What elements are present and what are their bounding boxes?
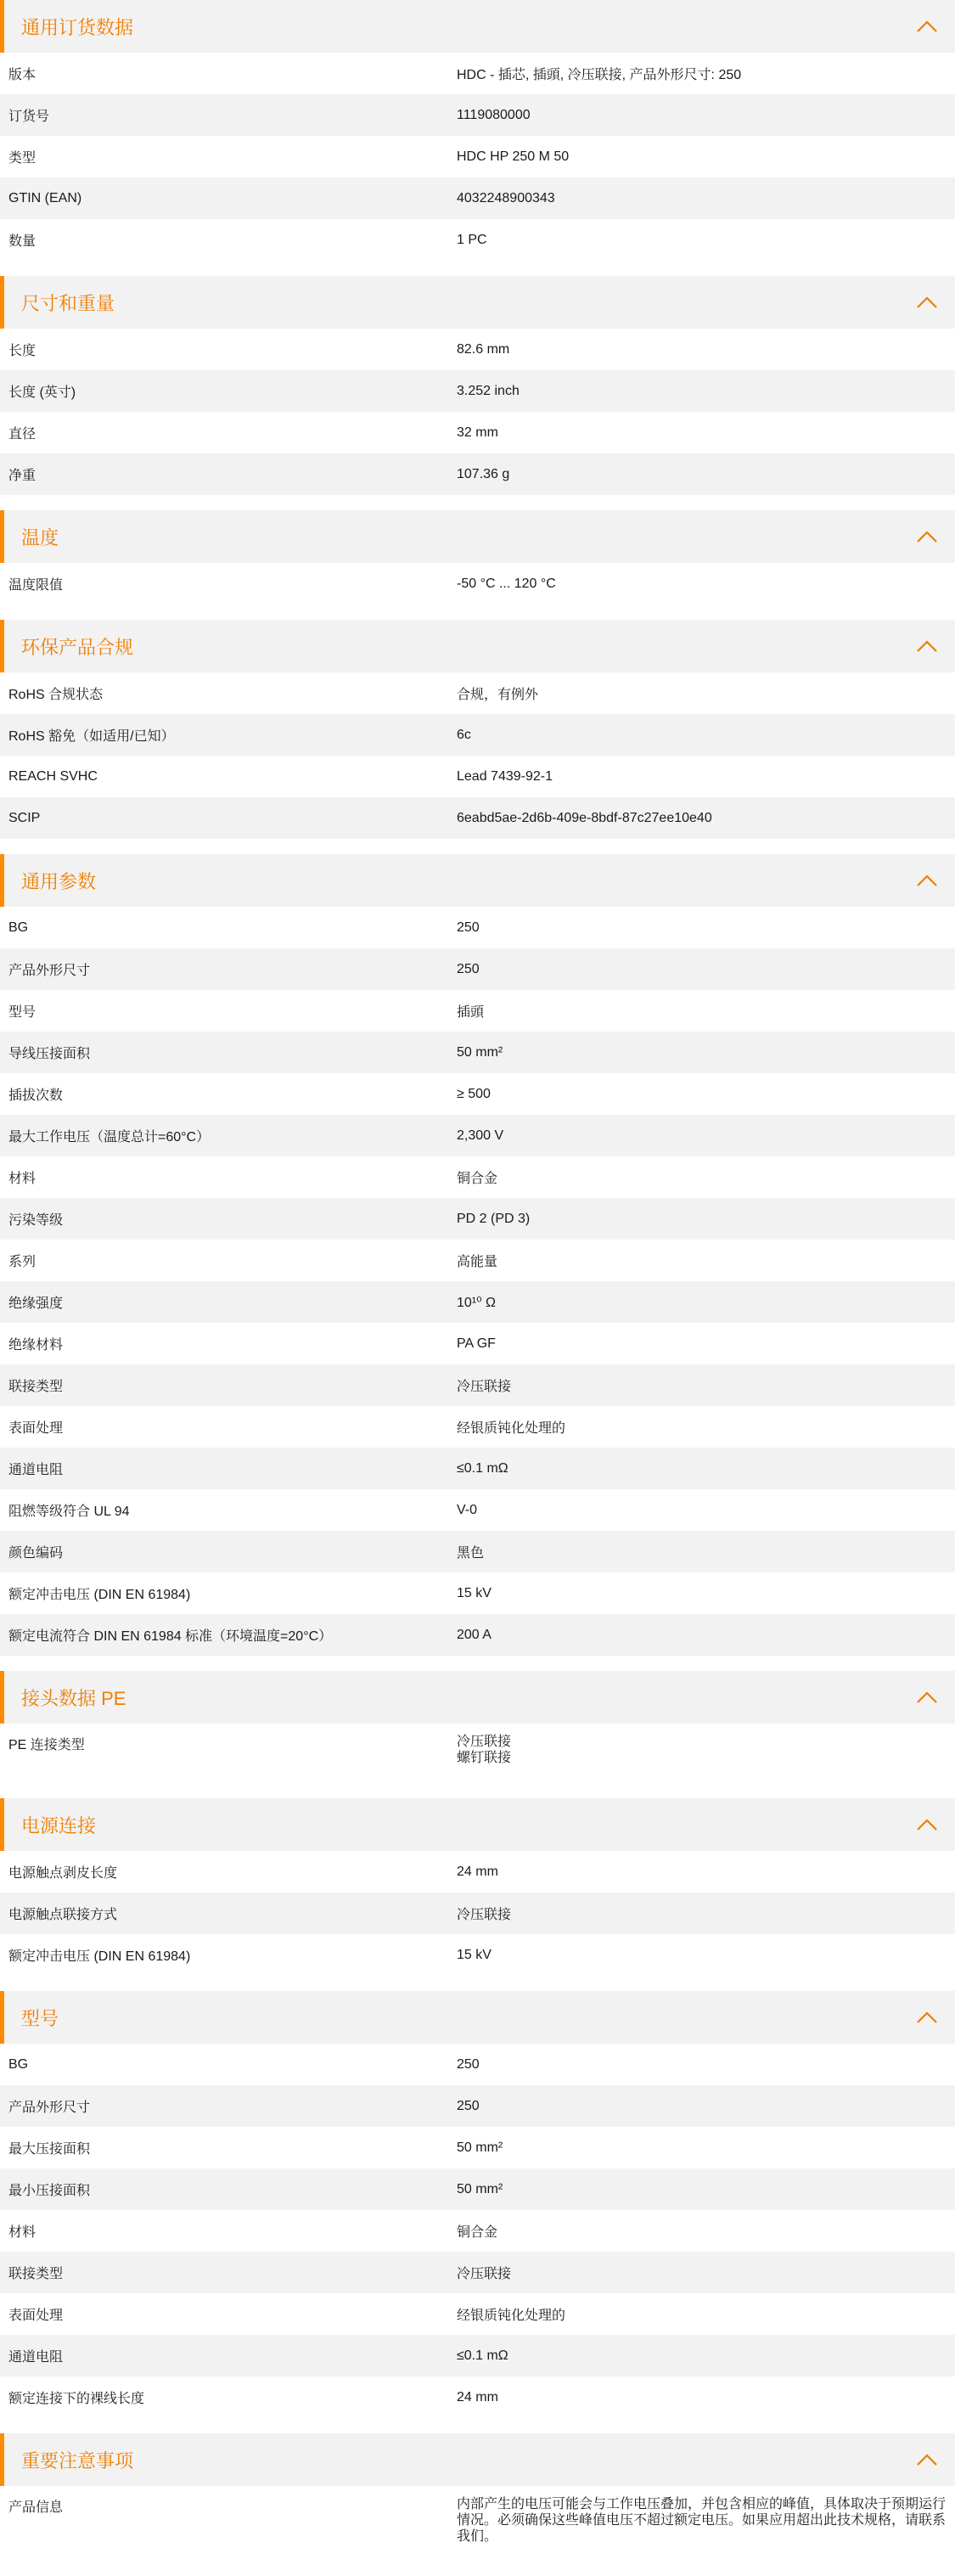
spec-value: 1 PC [457, 232, 487, 247]
section-header-toggle[interactable] [0, 1991, 955, 2044]
spec-label: 类型 [8, 151, 37, 166]
spec-row [0, 1198, 955, 1240]
section-title: 尺寸和重量 [21, 292, 115, 314]
spec-row [0, 714, 955, 756]
section-title: 通用订货数据 [21, 16, 134, 38]
chevron-up-icon[interactable] [916, 2010, 938, 2025]
spec-row [0, 1073, 955, 1115]
spec-value: Lead 7439-92-1 [457, 768, 553, 784]
spec-value: 50 mm² [457, 2181, 503, 2196]
spec-label: BG [8, 920, 29, 935]
spec-label: 长度 (英寸) [8, 385, 76, 400]
section-header-toggle[interactable] [0, 620, 955, 672]
spec-label: 电源触点剥皮长度 [8, 1866, 118, 1881]
spec-label: GTIN (EAN) [8, 190, 82, 205]
spec-label: 系列 [8, 1255, 37, 1269]
spec-section [0, 1671, 955, 1783]
spec-label: 额定连接下的裸线长度 [8, 2392, 145, 2406]
spec-value: 82.6 mm [457, 341, 510, 357]
spec-row [0, 177, 955, 219]
spec-value: HDC - 插芯, 插頭, 冷压联接, 产品外形尺寸: 250 [457, 68, 742, 82]
spec-row [0, 94, 955, 136]
spec-value: 黑色 [457, 1546, 485, 1561]
spec-value-line: 冷压联接 [457, 1735, 512, 1749]
spec-label: 绝缘材料 [8, 1338, 64, 1353]
spec-label: 阻燃等级符合 UL 94 [8, 1505, 130, 1519]
spec-value: 250 [457, 920, 480, 935]
spec-label: 长度 [8, 344, 37, 358]
spec-value-line: 螺钉联接 [457, 1751, 512, 1765]
spec-section [0, 620, 955, 839]
spec-row [0, 1614, 955, 1656]
spec-value: 冷压联接 [457, 1380, 512, 1394]
spec-label: 表面处理 [8, 2309, 64, 2323]
spec-value: 冷压联接 [457, 1908, 512, 1922]
spec-row [0, 1934, 955, 1976]
spec-row [0, 2376, 955, 2418]
spec-label: 通道电阻 [8, 2350, 64, 2365]
spec-row [0, 1281, 955, 1323]
section-title: 电源连接 [21, 1814, 97, 1836]
spec-section [0, 0, 955, 261]
spec-row [0, 2335, 955, 2376]
section-header-toggle[interactable] [0, 854, 955, 907]
spec-row [0, 907, 955, 948]
chevron-up-icon[interactable] [916, 1817, 938, 1832]
spec-value: 铜合金 [457, 2225, 498, 2240]
spec-label: 电源触点联接方式 [8, 1908, 118, 1922]
chevron-up-icon[interactable] [916, 1690, 938, 1705]
section-title: 重要注意事项 [21, 2449, 134, 2472]
spec-row [0, 1406, 955, 1448]
spec-row [0, 1572, 955, 1614]
spec-row [0, 1489, 955, 1531]
spec-label: RoHS 合规状态 [8, 688, 104, 702]
section-title: 温度 [21, 526, 59, 548]
section-header-toggle[interactable] [0, 0, 955, 53]
chevron-up-icon[interactable] [916, 2452, 938, 2467]
spec-value: 经银质钝化处理的 [457, 2309, 566, 2323]
spec-label: 温度限值 [8, 578, 64, 593]
spec-label: 版本 [8, 68, 37, 82]
spec-value: ≤0.1 mΩ [457, 2348, 508, 2363]
spec-value: 6c [457, 727, 471, 742]
spec-value: 250 [457, 2098, 480, 2113]
chevron-up-icon[interactable] [916, 638, 938, 654]
spec-row [0, 672, 955, 714]
spec-value: 2,300 V [457, 1128, 504, 1143]
spec-row [0, 2252, 955, 2293]
spec-value: ≤0.1 mΩ [457, 1460, 508, 1476]
spec-label: 最小压接面积 [8, 2184, 91, 2198]
spec-value: 铜合金 [457, 1172, 498, 1186]
spec-row [0, 136, 955, 177]
spec-label: REACH SVHC [8, 768, 98, 784]
spec-row [0, 219, 955, 261]
section-header-toggle[interactable] [0, 2433, 955, 2486]
section-header-toggle[interactable] [0, 1798, 955, 1851]
chevron-up-icon[interactable] [916, 529, 938, 544]
section-title: 型号 [21, 2007, 59, 2029]
spec-row [0, 1724, 955, 1783]
section-header-toggle[interactable] [0, 276, 955, 329]
spec-value: 107.36 g [457, 466, 510, 481]
spec-value: 15 kV [457, 1585, 492, 1600]
spec-row [0, 53, 955, 94]
spec-section [0, 1798, 955, 1976]
spec-value: 50 mm² [457, 1044, 503, 1060]
spec-label: 联接类型 [8, 1380, 64, 1394]
spec-row [0, 1156, 955, 1198]
spec-label: 额定冲击电压 (DIN EN 61984) [8, 1949, 191, 1964]
spec-label: PE 连接类型 [8, 1738, 85, 1752]
chevron-up-icon[interactable] [916, 873, 938, 888]
spec-row [0, 329, 955, 370]
chevron-up-icon[interactable] [916, 295, 938, 310]
spec-value: 10¹⁰ Ω [457, 1295, 496, 1310]
spec-value: 3.252 inch [457, 383, 520, 398]
spec-row [0, 1893, 955, 1934]
spec-value: 高能量 [457, 1255, 498, 1269]
spec-section [0, 1991, 955, 2418]
spec-row [0, 563, 955, 605]
spec-label: 材料 [8, 2225, 37, 2240]
spec-section [0, 276, 955, 495]
section-title: 接头数据 PE [21, 1687, 126, 1709]
spec-row [0, 2293, 955, 2335]
spec-value: PD 2 (PD 3) [457, 1211, 531, 1226]
spec-row [0, 412, 955, 453]
spec-label: 产品外形尺寸 [8, 964, 91, 978]
spec-row [0, 2085, 955, 2127]
spec-label: RoHS 豁免（如适用/已知） [8, 729, 175, 744]
spec-row [0, 756, 955, 797]
spec-row [0, 1448, 955, 1489]
spec-value: -50 °C ... 120 °C [457, 576, 556, 591]
spec-value: 冷压联接 [457, 2267, 512, 2281]
spec-row [0, 1364, 955, 1406]
spec-section [0, 2433, 955, 2555]
spec-row [0, 2210, 955, 2252]
spec-row [0, 1032, 955, 1073]
spec-row [0, 1115, 955, 1156]
chevron-up-icon[interactable] [916, 19, 938, 34]
spec-label: 联接类型 [8, 2267, 64, 2281]
spec-label: SCIP [8, 810, 41, 825]
spec-row [0, 370, 955, 412]
spec-label: 通道电阻 [8, 1463, 64, 1477]
spec-value: 50 mm² [457, 2140, 503, 2155]
spec-label: 型号 [8, 1005, 37, 1020]
spec-value: 6eabd5ae-2d6b-409e-8bdf-87c27ee10e40 [457, 810, 712, 825]
spec-value: HDC HP 250 M 50 [457, 149, 570, 164]
spec-label: 净重 [8, 469, 37, 483]
spec-section [0, 854, 955, 1656]
spec-label: 颜色编码 [8, 1546, 64, 1561]
spec-row [0, 1240, 955, 1281]
spec-value: V-0 [457, 1502, 478, 1517]
spec-row [0, 1851, 955, 1893]
spec-row [0, 797, 955, 839]
section-header-toggle[interactable] [0, 510, 955, 563]
spec-value: 经银质钝化处理的 [457, 1421, 566, 1436]
spec-row [0, 948, 955, 990]
spec-label: 绝缘强度 [8, 1296, 64, 1311]
spec-value: 15 kV [457, 1947, 492, 1962]
spec-value: 内部产生的电压可能会与工作电压叠加，并包含相应的峰值，具体取决于预期运行情况。必须确保这些峰值电压不超过额定电压。如果应用超出此技术规格，请联系我们。 [457, 2497, 947, 2544]
spec-value: 24 mm [457, 1864, 498, 1879]
spec-value: PA GF [457, 1336, 496, 1351]
spec-label: 表面处理 [8, 1421, 64, 1436]
spec-label: 插拔次数 [8, 1088, 64, 1103]
spec-label: 最大压接面积 [8, 2142, 91, 2157]
spec-row [0, 1531, 955, 1572]
spec-value: 250 [457, 961, 480, 976]
spec-value: 250 [457, 2056, 480, 2072]
spec-value: 1119080000 [457, 107, 531, 122]
spec-label: 污染等级 [8, 1213, 64, 1228]
spec-row [0, 2044, 955, 2085]
spec-row [0, 2168, 955, 2210]
spec-value: ≥ 500 [457, 1086, 491, 1101]
spec-value: 合规，有例外 [457, 688, 539, 702]
spec-label: 订货号 [8, 110, 50, 124]
spec-row [0, 453, 955, 495]
spec-row [0, 990, 955, 1032]
spec-label: BG [8, 2056, 29, 2072]
spec-row [0, 2127, 955, 2168]
spec-label: 最大工作电压（温度总计=60°C） [8, 1130, 211, 1145]
spec-value: 200 A [457, 1627, 492, 1642]
spec-value: 24 mm [457, 2389, 498, 2404]
spec-value: 32 mm [457, 425, 498, 440]
spec-label: 材料 [8, 1172, 37, 1186]
spec-label: 导线压接面积 [8, 1047, 91, 1061]
spec-row [0, 2486, 955, 2555]
section-header-toggle[interactable] [0, 1671, 955, 1724]
spec-label: 直径 [8, 427, 37, 442]
spec-label: 额定冲击电压 (DIN EN 61984) [8, 1588, 191, 1602]
spec-label: 数量 [8, 234, 37, 249]
spec-value [457, 1734, 955, 1766]
spec-section [0, 510, 955, 605]
section-title: 通用参数 [21, 870, 97, 892]
spec-row [0, 1323, 955, 1364]
spec-value: 4032248900343 [457, 190, 555, 205]
spec-label: 额定电流符合 DIN EN 61984 标准（环境温度=20°C） [8, 1629, 333, 1644]
spec-value: 插頭 [457, 1005, 485, 1020]
spec-label: 产品外形尺寸 [8, 2101, 91, 2115]
spec-label: 产品信息 [8, 2500, 64, 2515]
section-title: 环保产品合规 [21, 636, 134, 658]
